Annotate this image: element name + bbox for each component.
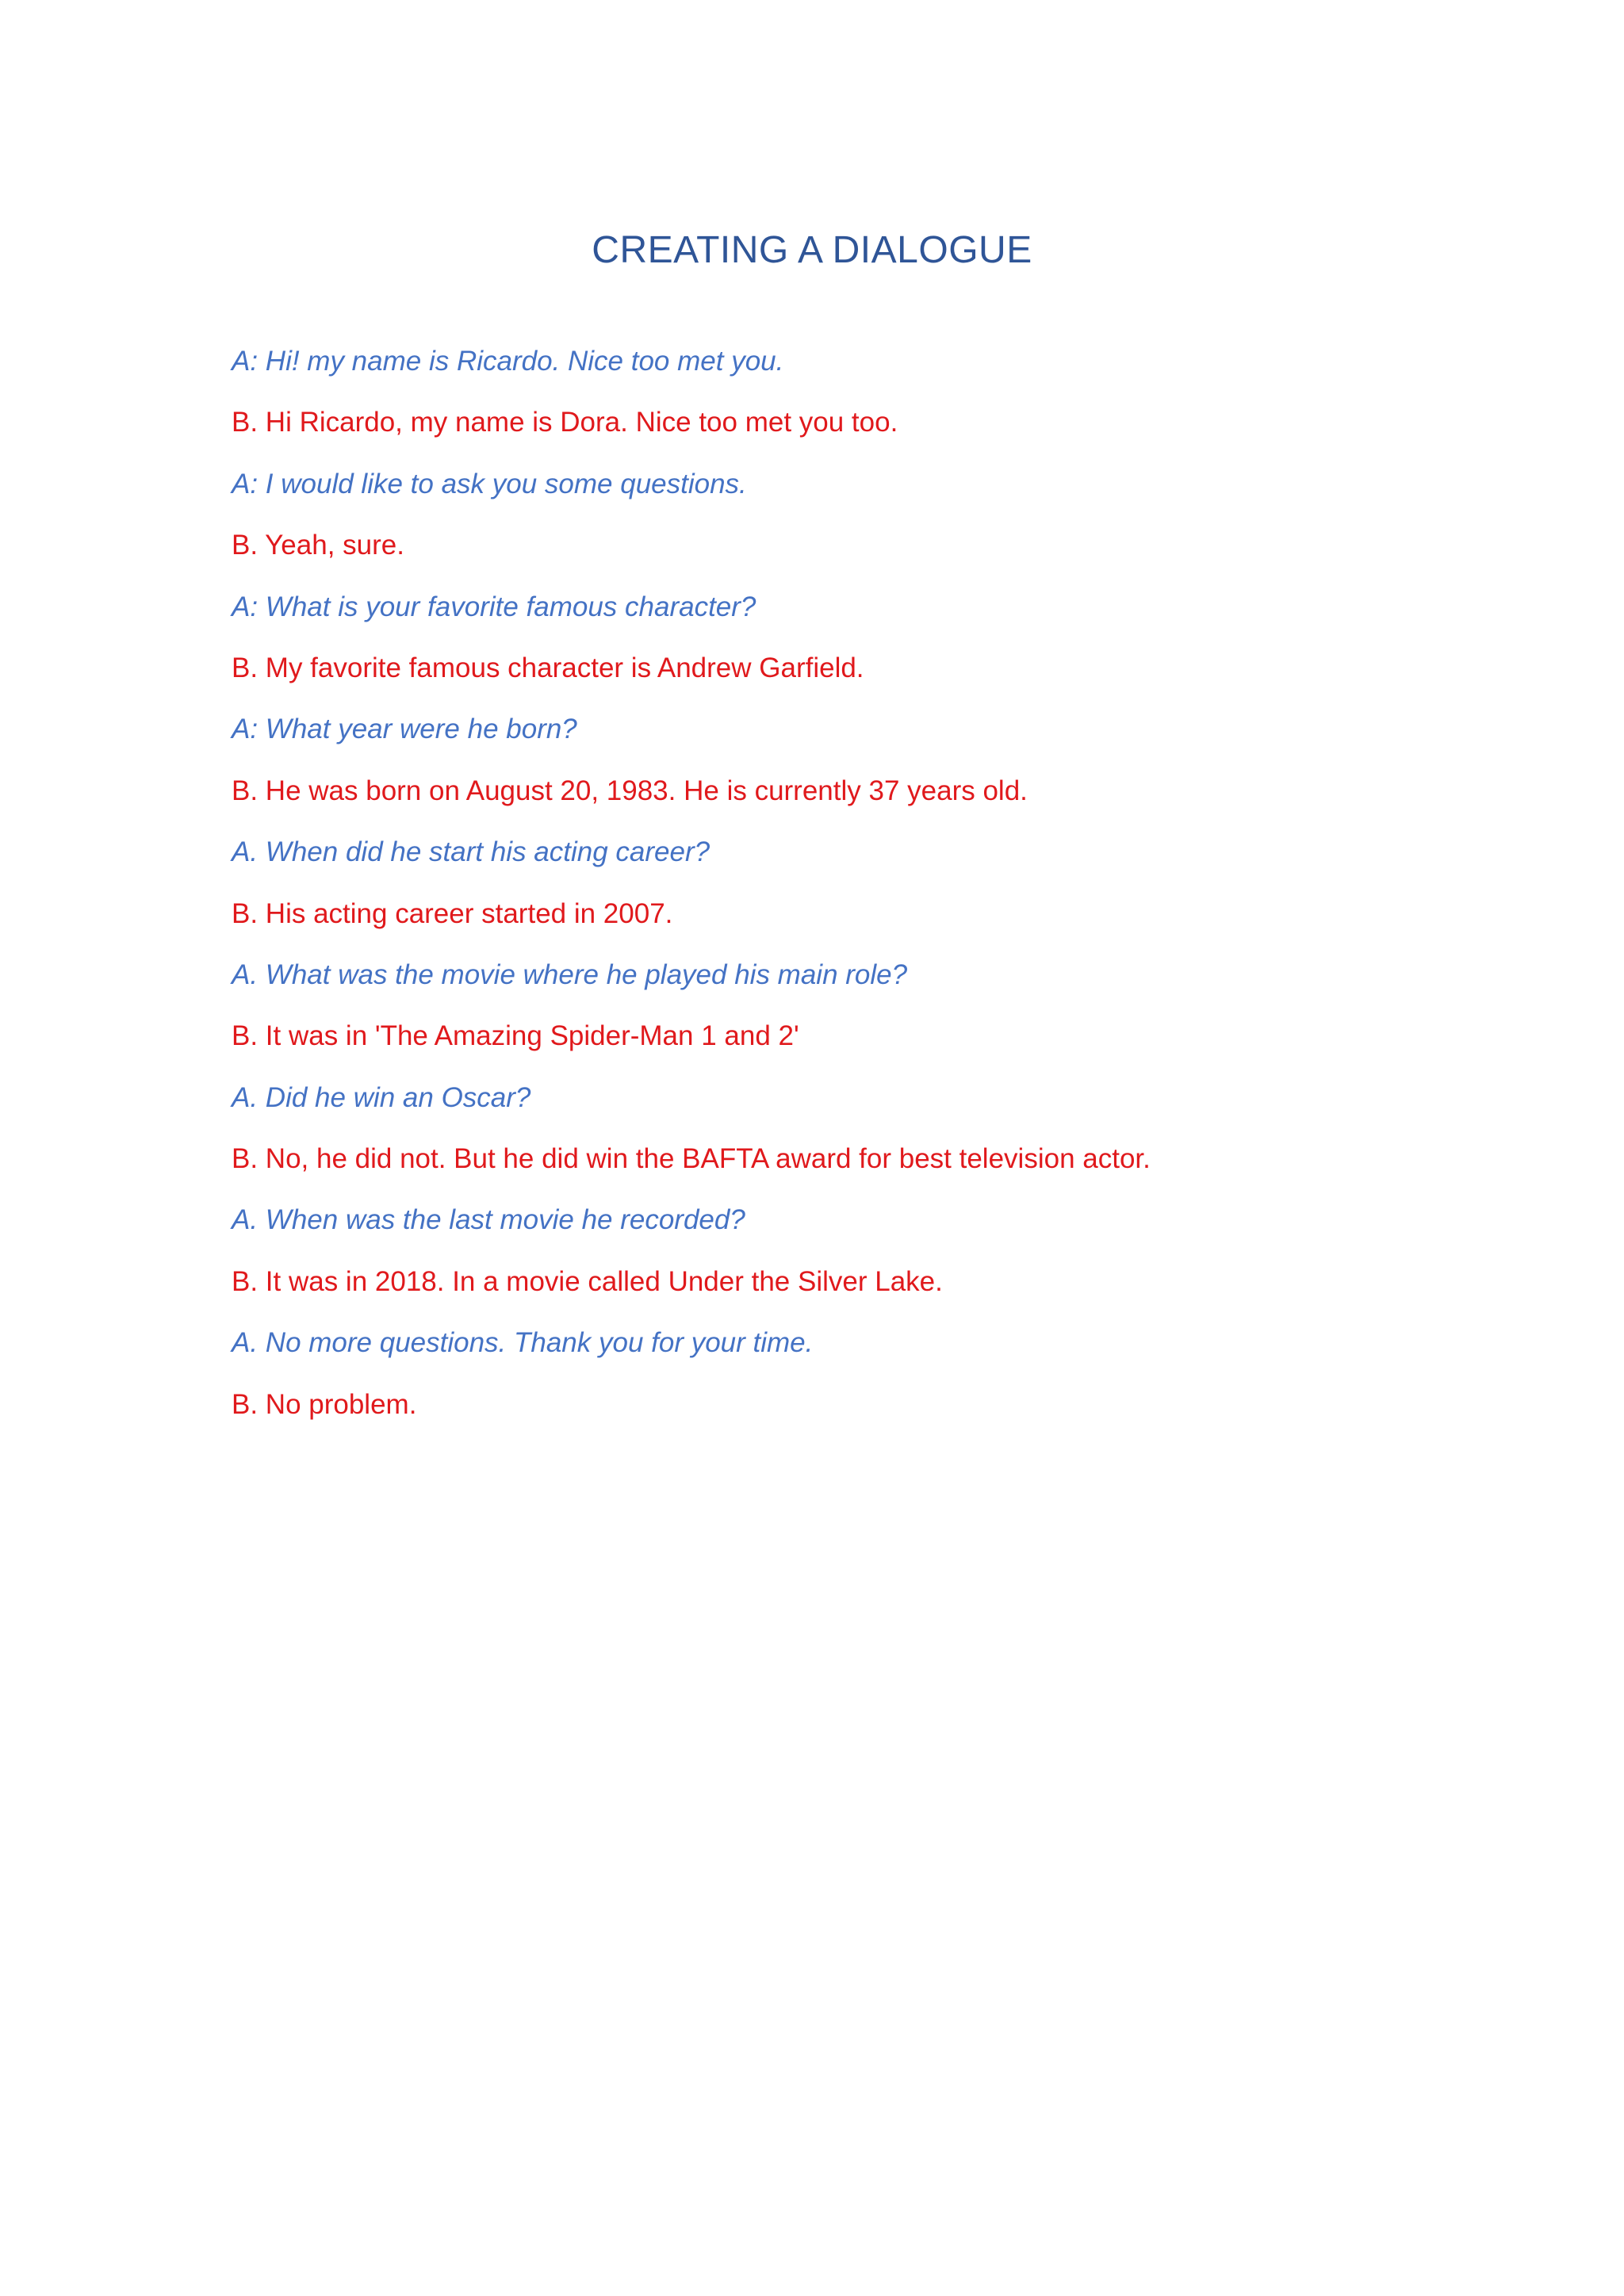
- dialogue-line-speaker-a: A. When was the last movie he recorded?: [232, 1204, 745, 1236]
- dialogue-line-speaker-a: A. When did he start his acting career?: [232, 836, 710, 868]
- dialogue-line-speaker-b: B. His acting career started in 2007.: [232, 897, 673, 929]
- dialogue-line-speaker-b: B. He was born on August 20, 1983. He is currently 37 years old.: [232, 775, 1028, 806]
- dialogue-line-speaker-a: A: What year were he born?: [232, 714, 577, 745]
- dialogue-line-speaker-b: B. No problem.: [232, 1388, 417, 1420]
- dialogue-line-speaker-b: B. It was in 2018. In a movie called Under the Silver Lake.: [232, 1265, 943, 1297]
- dialogue-list: [232, 339, 1500, 1444]
- dialogue-line-speaker-b: B. It was in 'The Amazing Spider-Man 1 and 2': [232, 1020, 799, 1052]
- dialogue-line-speaker-b: B. Hi Ricardo, my name is Dora. Nice too met you too.: [232, 407, 898, 438]
- dialogue-line-speaker-a: A: Hi! my name is Ricardo. Nice too met you.: [232, 346, 784, 377]
- dialogue-line-speaker-a: A: What is your favorite famous character?: [232, 591, 756, 622]
- document-title: CREATING A DIALOGUE: [592, 229, 1032, 271]
- dialogue-line-speaker-a: A. No more questions. Thank you for your time.: [232, 1327, 814, 1359]
- dialogue-line-speaker-b: B. Yeah, sure.: [232, 530, 404, 561]
- dialogue-line-speaker-b: B. My favorite famous character is Andrew Garfield.: [232, 652, 864, 683]
- dialogue-line-speaker-a: A. Did he win an Oscar?: [232, 1081, 531, 1113]
- dialogue-line-speaker-a: A. What was the movie where he played his main role?: [232, 959, 908, 990]
- dialogue-line-speaker-b: B. No, he did not. But he did win the BAFTA award for best television actor.: [232, 1143, 1151, 1175]
- dialogue-line-speaker-a: A: I would like to ask you some questions.: [232, 468, 747, 499]
